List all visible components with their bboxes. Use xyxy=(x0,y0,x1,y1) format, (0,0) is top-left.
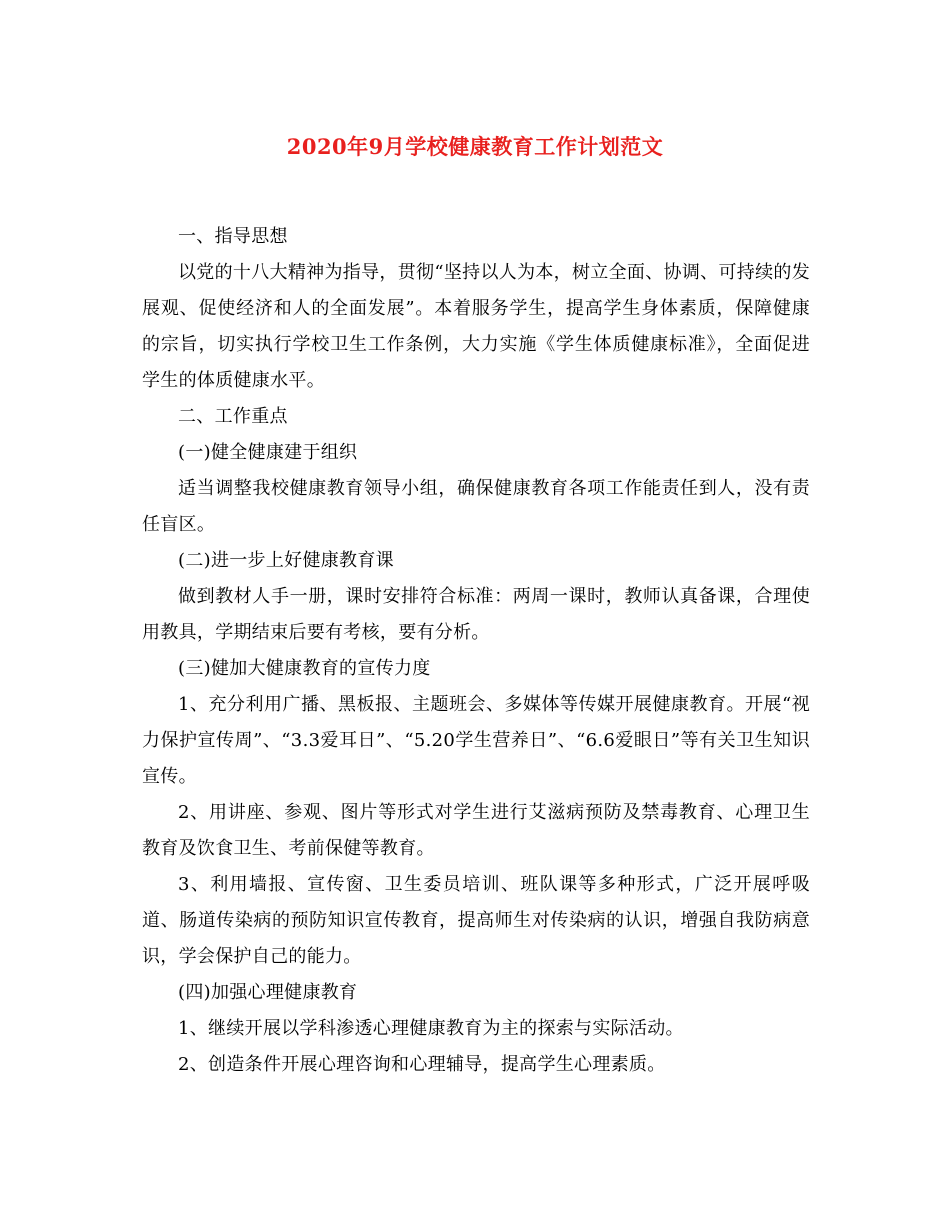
subheading-organization: (一)健全健康建于组织 xyxy=(178,442,358,463)
subheading-mental-health: (四)加强心理健康教育 xyxy=(178,982,358,1003)
paragraph-guiding-ideology: 以党的十八大精神为指导，贯彻“坚持以人为本，树立全面、协调、可持续的发展观、促使经济和人的全面发展”。本着服务学生，提高学生身体素质，保障健康的宗旨，切实执行学校卫生工作条例，大力实施《学生体质健康标准》，全面促进学生的体质健康水平。 xyxy=(142,262,810,391)
subheading-publicity: (三)健加大健康教育的宣传力度 xyxy=(178,658,431,679)
document-title: 2020年9月学校健康教育工作计划范文 xyxy=(286,134,664,159)
list-item-publicity-3: 3、利用墙报、宣传窗、卫生委员培训、班队课等多种形式，广泛开展呼吸道、肠道传染病的预防知识宣传教育，提高师生对传染病的认识，增强自我防病意识，学会保护自己的能力。 xyxy=(142,874,810,967)
paragraph-health-class: 做到教材人手一册，课时安排符合标准：两周一课时，教师认真备课，合理使用教具，学期结束后要有考核，要有分析。 xyxy=(142,586,810,643)
document-body xyxy=(142,219,810,1083)
list-item-publicity-1: 1、充分利用广播、黑板报、主题班会、多媒体等传媒开展健康教育。开展“视力保护宣传周”、“3.3爱耳日”、“5.20学生营养日”、“6.6爱眼日”等有关卫生知识宣传。 xyxy=(142,694,810,787)
list-item-publicity-2: 2、用讲座、参观、图片等形式对学生进行艾滋病预防及禁毒教育、心理卫生教育及饮食卫生、考前保健等教育。 xyxy=(142,802,810,859)
subheading-health-class: (二)进一步上好健康教育课 xyxy=(178,550,394,571)
section-heading-work-focus: 二、工作重点 xyxy=(178,406,288,427)
list-item-mental-health-2: 2、创造条件开展心理咨询和心理辅导，提高学生心理素质。 xyxy=(178,1054,666,1075)
list-item-mental-health-1: 1、继续开展以学科渗透心理健康教育为主的探索与实际活动。 xyxy=(178,1018,684,1039)
paragraph-organization: 适当调整我校健康教育领导小组，确保健康教育各项工作能责任到人，没有责任盲区。 xyxy=(142,478,810,535)
section-heading-guiding-ideology: 一、指导思想 xyxy=(178,226,288,247)
